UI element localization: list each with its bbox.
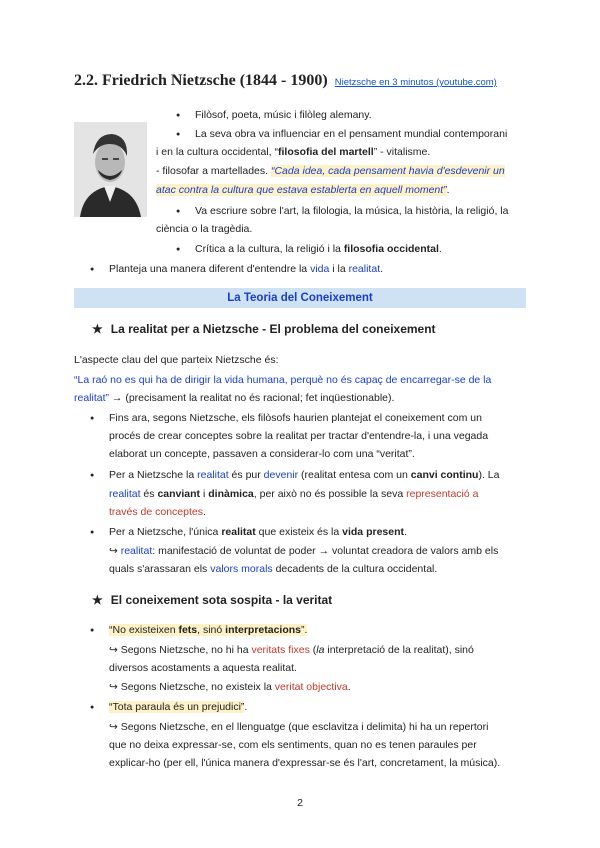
intro-bullet-3-cont: ciència o la tragèdia. bbox=[156, 223, 253, 235]
s1-bullet-1-l3: elaborat un concepte, passaven a considerar-lo com una “veritat”. bbox=[109, 448, 415, 460]
section2-title: ★ El coneixement sota sospita - la veritat bbox=[92, 593, 333, 607]
s1-bullet-3-l2: ↪ realitat: manifestació de voluntat de poder → voluntat creadora de valors amb els bbox=[109, 545, 499, 557]
section1-title: ★ La realitat per a Nietzsche - El problema del coneixement bbox=[92, 322, 436, 336]
s2-bullet-2-l4: explicar-ho (per ell, l'única manera d'expressar-se és l'art, concretament, la música). bbox=[109, 757, 501, 769]
heading-title: 2.2. Friedrich Nietzsche (1844 - 1900) bbox=[74, 72, 328, 89]
intro-bullet-5: ● Planteja una manera diferent d'entendre la vida i la realitat. bbox=[109, 262, 383, 276]
s2-bullet-1: ● “No existeixen fets, sinó interpretacions”. bbox=[109, 623, 307, 637]
s1-bullet-1: ● Fins ara, segons Nietzsche, els filòsofs haurien plantejat el coneixement com un bbox=[109, 411, 482, 425]
s1-quote-1: “La raó no es qui ha de dirigir la vida humana, perquè no és capaç de encarregar-se de la bbox=[74, 374, 492, 386]
s1-bullet-1-l2: procés de crear conceptes sobre la realitat per tractar d'entendre-la, i una vegada bbox=[109, 430, 489, 442]
intro-bullet-2: ● La seva obra va influenciar en el pensament mundial contemporani bbox=[195, 127, 507, 141]
intro-bullet-1: ● Filòsof, poeta, músic i filòleg alemany. bbox=[195, 108, 372, 122]
intro-bullet-2-cont: i en la cultura occidental, “filosofia del martell” - vitalisme. bbox=[156, 146, 431, 158]
martell-line-1: - filosofar a martellades. “Cada idea, cada pensament havia d'esdevenir un bbox=[156, 165, 505, 177]
section-band: La Teoria del Coneixement bbox=[74, 288, 526, 308]
youtube-link[interactable]: Nietzsche en 3 minutos (youtube.com) bbox=[334, 77, 497, 88]
martell-line-2: atac contra la cultura que estava establerta en aquell moment”. bbox=[156, 184, 450, 196]
s1-bullet-3: ● Per a Nietzsche, l'única realitat que existeix és la vida present. bbox=[109, 525, 407, 539]
s1-bullet-2-l3: través de conceptes. bbox=[109, 506, 206, 518]
s2-bullet-1-l3: diversos acostaments a aquesta realitat. bbox=[109, 662, 297, 674]
page-number: 2 bbox=[297, 797, 303, 809]
s2-bullet-2: ● “Tota paraula és un prejudici”. bbox=[109, 700, 247, 714]
s1-bullet-2-l2: realitat és canviant i dinàmica, per això no és possible la seva representació a bbox=[109, 488, 479, 500]
section-heading bbox=[74, 72, 497, 90]
s1-intro: L'aspecte clau del que parteix Nietzsche és: bbox=[74, 354, 279, 366]
s2-bullet-1-l4: ↪ Segons Nietzsche, no existeix la veritat objectiva. bbox=[109, 681, 351, 693]
s1-bullet-3-l3: quals s'arassaran els valors morals decadents de la cultura occidental. bbox=[109, 563, 438, 575]
intro-bullet-4: ● Crítica a la cultura, la religió i la filosofia occidental. bbox=[195, 242, 442, 256]
s1-bullet-2: ● Per a Nietzsche la realitat és pur devenir (realitat entesa com un canvi continu). La bbox=[109, 468, 499, 482]
s1-quote-2: realitat” → (precisament la realitat no és racional; fet inqüestionable). bbox=[74, 392, 395, 404]
s2-bullet-2-l3: que no deixa expressar-se, com els sentiments, quan no es tenen paraules per bbox=[109, 739, 477, 751]
star-icon: ★ bbox=[92, 593, 103, 607]
star-icon: ★ bbox=[92, 322, 103, 336]
s2-bullet-2-l2: ↪ Segons Nietzsche, en el llenguatge (que esclavitza i delimita) hi ha un repertori bbox=[109, 721, 489, 733]
s2-bullet-1-l2: ↪ Segons Nietzsche, no hi ha veritats fixes (la interpretació de la realitat), sinó bbox=[109, 644, 474, 656]
intro-bullet-3: ● Va escriure sobre l'art, la filologia, la música, la història, la religió, la bbox=[195, 204, 508, 218]
nietzsche-portrait bbox=[74, 122, 147, 217]
